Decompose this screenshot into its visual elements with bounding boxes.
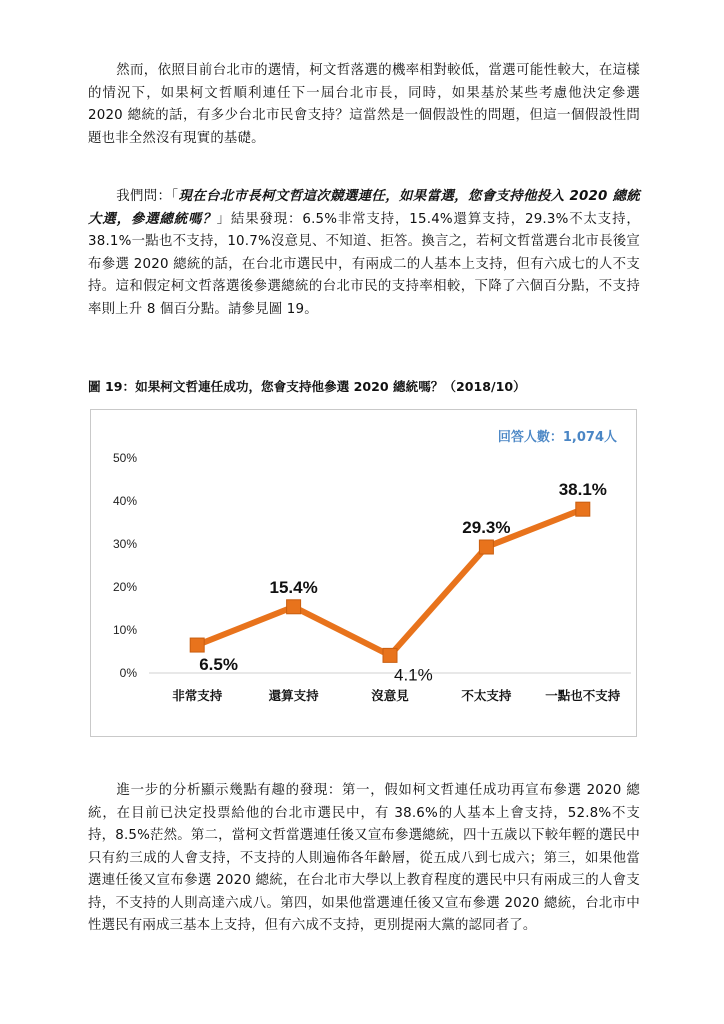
paragraph-intro-text: 然而，依照目前台北市的選情，柯文哲落選的機率相對較低，當選可能性較大，在這樣的情況下，如果柯文哲順利連任下一屆台北市長，同時，如果基於某些考慮他決定參選 2020 總統的話，有多少台北市民會支持？這當然是一個假設性的問題，但這一個假設性問題也非全然沒有現實的基礎。 bbox=[88, 63, 640, 146]
y-tick-label: 10% bbox=[112, 623, 137, 637]
data-point-marker bbox=[383, 648, 397, 662]
series-line bbox=[197, 509, 583, 655]
x-tick-label: 非常支持 bbox=[172, 688, 223, 703]
y-tick-label: 20% bbox=[112, 580, 137, 594]
x-tick-label: 還算支持 bbox=[268, 688, 319, 703]
respondent-count-annotation: 回答人數：1,074人 bbox=[497, 430, 617, 445]
survey-lead-text: 我們問：「 bbox=[116, 189, 179, 204]
paragraph-analysis-text: 進一步的分析顯示幾點有趣的發現：第一，假如柯文哲連任成功再宣布參選 2020 總統，在目前已決定投票給他的台北市選民中，有 38.6%的人基本上會支持，52.8%不支持，8.5%茫然。第二，當柯文哲當選連任後又宣布參選總統，四十五歲以下較年輕的選民中只有約三成的人會支持，不支持的人則遍佈各年齡層，從五成八到七成六；第三，如果他當選連任後又宣布參選 2020 總統，在台北市大學以上教育程度的選民中只有兩成三的人會支持，不支持的人則高達六成八。第四，如果他當選連任後又宣布參選 2020 總統，台北市中性選民有兩成三基本上支持，但有六成不支持，更別提兩大黨的認同者了。 bbox=[88, 783, 640, 933]
data-point-marker bbox=[190, 638, 204, 652]
x-tick-label: 不太支持 bbox=[461, 688, 512, 703]
data-label: 29.3% bbox=[462, 518, 511, 538]
figure-caption: 圖 19：如果柯文哲連任成功，您會支持他參選 2020 總統嗎？（2018/10） bbox=[88, 379, 526, 394]
survey-result-text: 」結果發現：6.5%非常支持，15.4%還算支持，29.3%不太支持，38.1%一點也不支持，10.7%沒意見、不知道、拒答。換言之，若柯文哲當選台北市長後宣布參選 2020 總統的話，在台北市選民中，有兩成二的人基本上支持，但有六成七的人不支持。這和假定柯文哲落選後參選總統的台北市民的支持率相較，下降了六個百分點，不支持率則上升 8 個百分點。請參見圖 19。 bbox=[88, 211, 640, 317]
y-tick-label: 0% bbox=[119, 666, 137, 680]
y-tick-label: 30% bbox=[112, 537, 137, 551]
paragraph-intro bbox=[88, 60, 640, 150]
x-tick-label: 沒意見 bbox=[371, 688, 409, 703]
survey-question-text: 現在台北市長柯文哲這次競選連任，如果當選，您會支持他投入 2020 總統大選，參選總統嗎？ bbox=[88, 189, 640, 227]
line-chart bbox=[90, 409, 637, 737]
data-label: 4.1% bbox=[394, 665, 433, 685]
data-point-marker bbox=[576, 502, 590, 516]
data-label: 6.5% bbox=[199, 655, 238, 675]
x-tick-label: 一點也不支持 bbox=[545, 688, 621, 703]
paragraph-analysis bbox=[88, 780, 640, 938]
data-label: 38.1% bbox=[558, 480, 607, 500]
data-point-marker bbox=[479, 540, 493, 554]
data-label: 15.4% bbox=[269, 577, 318, 597]
y-tick-label: 40% bbox=[112, 494, 137, 508]
paragraph-survey-result bbox=[88, 186, 640, 321]
line-chart-svg bbox=[91, 410, 636, 736]
data-point-marker bbox=[287, 600, 301, 614]
y-tick-label: 50% bbox=[112, 451, 137, 465]
